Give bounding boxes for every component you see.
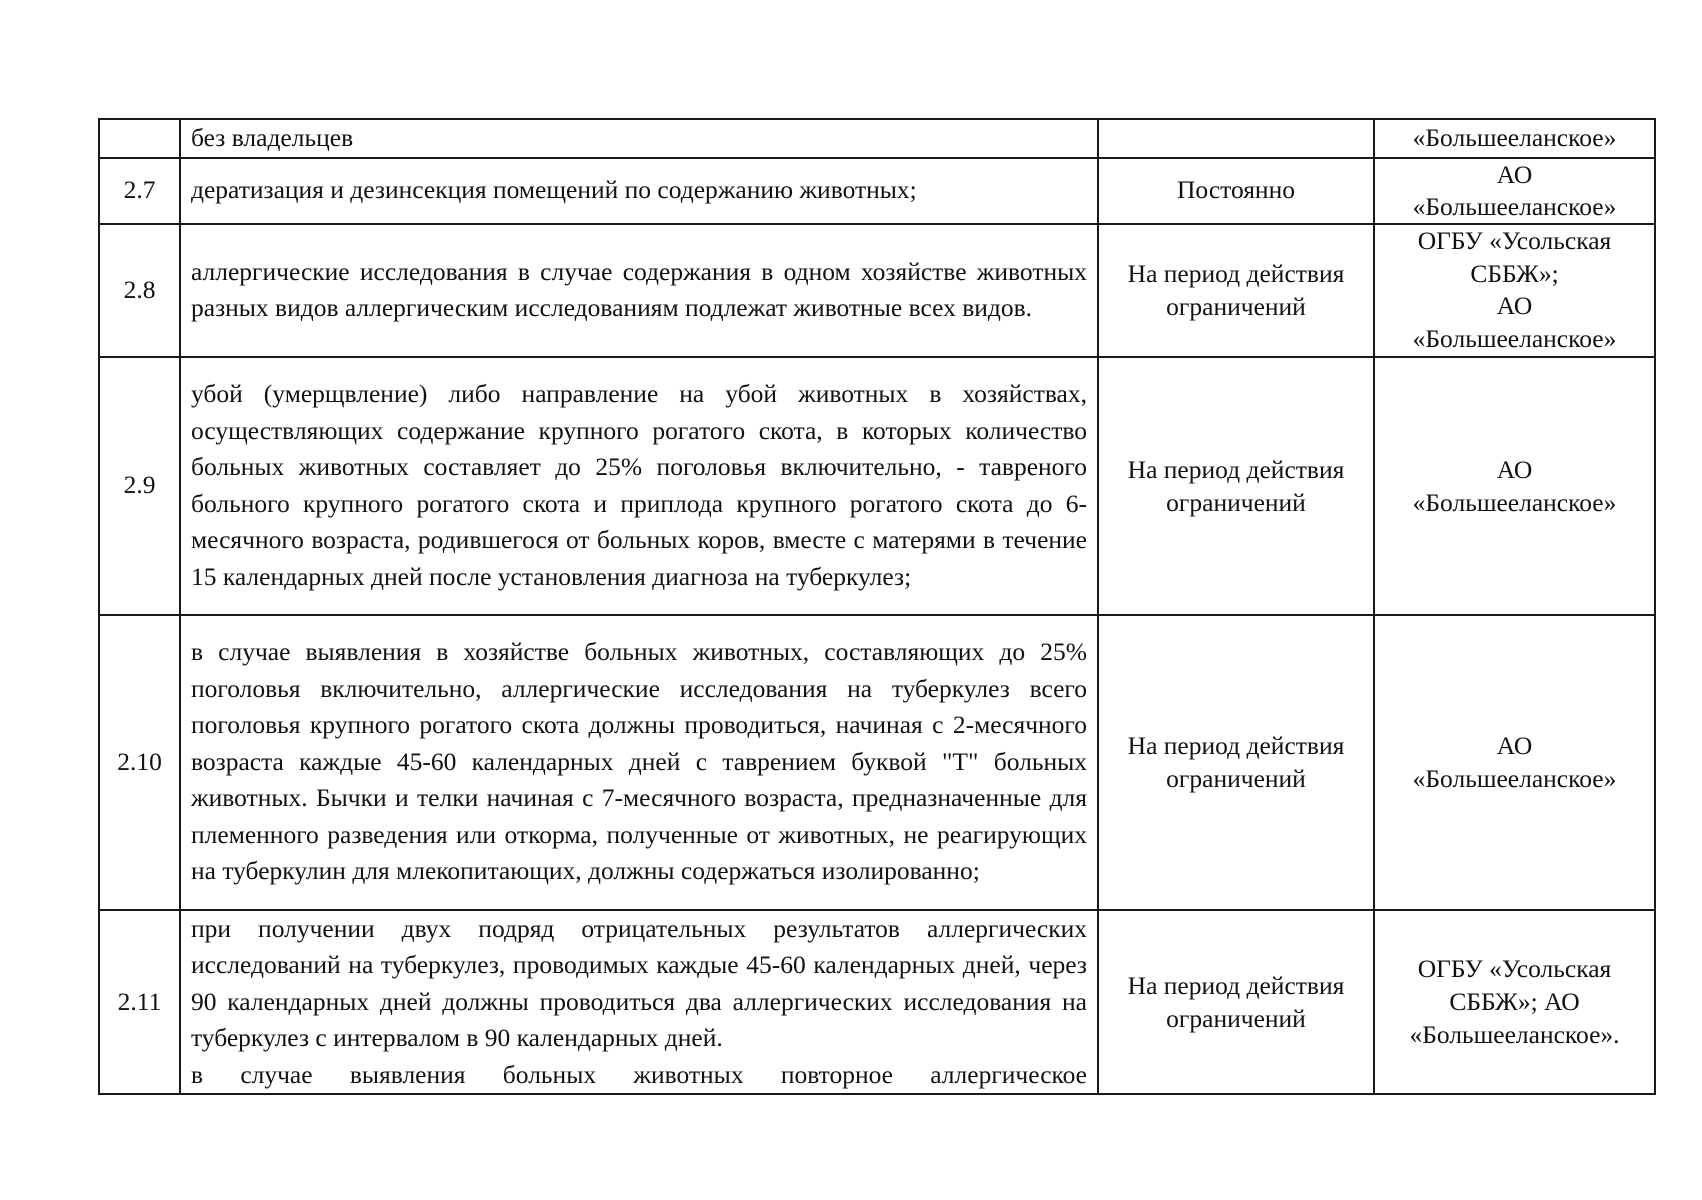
table-row — [99, 119, 1655, 158]
table-row — [99, 357, 1655, 615]
period-cell — [1098, 910, 1374, 1095]
row-number-cell: 2.9 — [99, 357, 180, 615]
responsible-cell — [1374, 357, 1655, 615]
table-row — [99, 615, 1655, 910]
table-row — [99, 158, 1655, 224]
measure-text: в случае выявления больных животных повторное аллергическое — [191, 1059, 1087, 1089]
responsible-cell — [1374, 158, 1655, 224]
responsible-text: «Большееланское» — [1412, 191, 1617, 221]
measure-text: убой (умерщвление) либо направление на убой животных в хозяйствах, осуществляющих содержание крупного рогатого скота, в которых количество больных животных составляет до 25% поголовья включительно, - тавреного больного крупного рогатого скота и приплода крупного рогатого скота до 6-месячного возраста, родившегося от больных коров, вместе с матерями в течение 15 календарных дней после установления диагноза на туберкулез; — [191, 379, 1087, 591]
responsible-text: «Большееланское». — [1409, 1020, 1620, 1050]
row-number-cell: 2.10 — [99, 615, 180, 910]
period-text: Постоянно — [1177, 175, 1295, 205]
measure-text: при получении двух подряд отрицательных результатов аллергических исследований на туберкулез, проводимых каждые 45-60 календарных дней, через 90 календарных дней должны проводиться два аллергических исследования на туберкулез с интервалом в 90 календарных дней. — [191, 913, 1087, 1052]
responsible-text: СББЖ»; — [1470, 258, 1559, 288]
period-cell — [1098, 158, 1374, 224]
table-row — [99, 910, 1655, 1095]
period-text: На период действия — [1127, 731, 1345, 760]
period-cell — [1098, 224, 1374, 357]
responsible-text: АО — [1496, 159, 1533, 189]
period-text: ограничений — [1166, 1003, 1306, 1033]
period-text: На период действия — [1127, 454, 1345, 484]
table-row — [99, 224, 1655, 357]
period-cell — [1098, 357, 1374, 615]
measure-text: без владельцев — [191, 123, 354, 152]
measure-cell — [180, 158, 1098, 224]
measure-cell — [180, 224, 1098, 357]
period-cell — [1098, 119, 1374, 158]
responsible-cell — [1374, 910, 1655, 1095]
responsible-text: «Большееланское» — [1412, 764, 1617, 793]
responsible-cell — [1374, 615, 1655, 910]
measure-text: в случае выявления в хозяйстве больных животных, составляющих до 25% поголовья включительно, аллергические исследования на туберкулез всего поголовья крупного рогатого скота должны проводиться, начиная с 2-месячного возраста каждые 45-60 календарных дней с таврением буквой "Т" больных животных. Бычки и телки начиная с 7-месячного возраста, предназначенные для племенного разведения или откорма, полученные от животных, не реагирующих на туберкулин для млекопитающих, должны содержаться изолированно; — [191, 637, 1087, 886]
responsible-cell — [1374, 119, 1655, 158]
measure-cell — [180, 357, 1098, 615]
period-text: На период действия — [1127, 970, 1345, 1000]
measure-text: дератизация и дезинсекция помещений по содержанию животных; — [191, 175, 917, 205]
period-text: ограничений — [1166, 487, 1306, 517]
responsible-text: ОГБУ «Усольская — [1417, 226, 1612, 255]
measure-cell — [180, 119, 1098, 158]
responsible-text: «Большееланское» — [1412, 487, 1617, 517]
responsible-text: «Большееланское» — [1412, 123, 1617, 152]
period-text: ограничений — [1166, 764, 1306, 793]
responsible-text: ОГБУ «Усольская — [1417, 954, 1612, 984]
row-number-cell — [99, 119, 180, 158]
responsible-cell — [1374, 224, 1655, 357]
row-number-cell: 2.7 — [99, 158, 180, 224]
measure-text: аллергические исследования в случае содержания в одном хозяйстве животных разных видов аллергическим исследованиям подлежат животные всех видов. — [191, 256, 1087, 322]
measures-table — [98, 118, 1656, 1095]
measure-cell — [180, 910, 1098, 1095]
responsible-text: АО — [1496, 454, 1533, 484]
responsible-text: СББЖ»; АО — [1449, 987, 1580, 1017]
row-number-cell: 2.8 — [99, 224, 180, 357]
row-number-cell: 2.11 — [99, 910, 180, 1095]
measure-cell — [180, 615, 1098, 910]
responsible-text: АО — [1496, 291, 1533, 320]
responsible-text: «Большееланское» — [1412, 323, 1617, 353]
period-cell — [1098, 615, 1374, 910]
responsible-text: АО — [1496, 731, 1533, 760]
period-text: ограничений — [1166, 292, 1306, 321]
period-text: На период действия — [1127, 259, 1345, 288]
